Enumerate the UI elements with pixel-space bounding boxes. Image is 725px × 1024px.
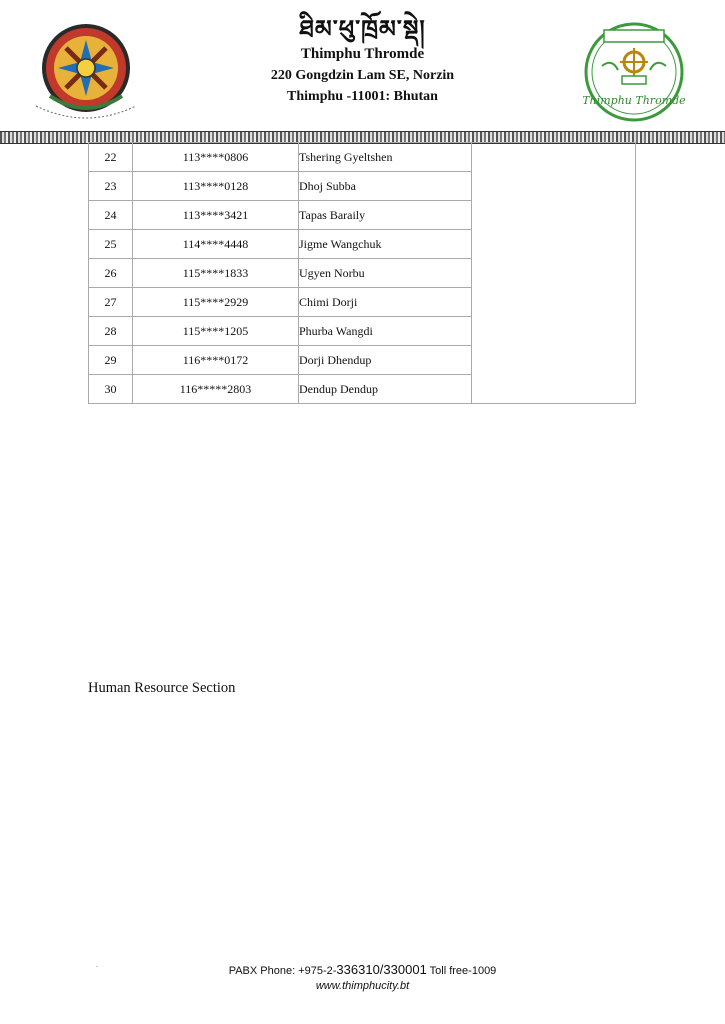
row-name: Ugyen Norbu (299, 259, 472, 288)
row-name: Tshering Gyeltshen (299, 143, 472, 172)
phone-label: Phone: +975-2- (257, 965, 337, 977)
row-name: Chimi Dorji (299, 288, 472, 317)
pabx-label: PABX (228, 965, 258, 977)
row-name: Phurba Wangdi (299, 317, 472, 346)
row-name: Dorji Dhendup (299, 346, 472, 375)
row-number: 24 (89, 201, 133, 230)
row-cid: 113****0128 (133, 172, 299, 201)
row-cid: 116*****2803 (133, 375, 299, 404)
dzongkha-title: ཐིམ་ཕུ་ཁྲོམ་སྡེ། (299, 14, 426, 43)
row-number: 27 (89, 288, 133, 317)
row-cid: 115****2929 (133, 288, 299, 317)
row-cid: 114****4448 (133, 230, 299, 259)
row-cid: 115****1205 (133, 317, 299, 346)
row-name: Jigme Wangchuk (299, 230, 472, 259)
org-title: Thimphu Thromde (300, 46, 425, 62)
row-cid: 116****0172 (133, 346, 299, 375)
row-cid: 113****0806 (133, 143, 299, 172)
footer-phone (0, 962, 725, 979)
row-number: 30 (89, 375, 133, 404)
tollfree: Toll free-1009 (426, 965, 497, 977)
page-mark: . (96, 960, 98, 969)
letterhead (200, 14, 525, 107)
row-number: 23 (89, 172, 133, 201)
row-remarks (472, 143, 636, 404)
thimphu-thromde-logo-icon (582, 20, 686, 124)
address-line-2: Thimphu -11001: Bhutan (287, 89, 438, 104)
table-row (89, 143, 636, 172)
row-cid: 115****1833 (133, 259, 299, 288)
row-cid: 113****3421 (133, 201, 299, 230)
logo-text: Thimphu Thromde (582, 94, 686, 107)
row-number: 22 (89, 143, 133, 172)
row-name: Dhoj Subba (299, 172, 472, 201)
address-line-1: 220 Gongdzin Lam SE, Norzin (270, 68, 455, 83)
row-name: Dendup Dendup (299, 375, 472, 404)
row-name: Tapas Baraily (299, 201, 472, 230)
row-number: 29 (89, 346, 133, 375)
bhutan-emblem-icon (30, 18, 142, 126)
footer (0, 962, 725, 993)
row-number: 28 (89, 317, 133, 346)
phone-numbers: 336310/330001 (336, 962, 427, 977)
records-table (88, 142, 636, 404)
footer-website[interactable]: www.thimphucity.bt (315, 980, 410, 992)
row-number: 26 (89, 259, 133, 288)
row-number: 25 (89, 230, 133, 259)
signoff-text: Human Resource Section (88, 680, 236, 696)
